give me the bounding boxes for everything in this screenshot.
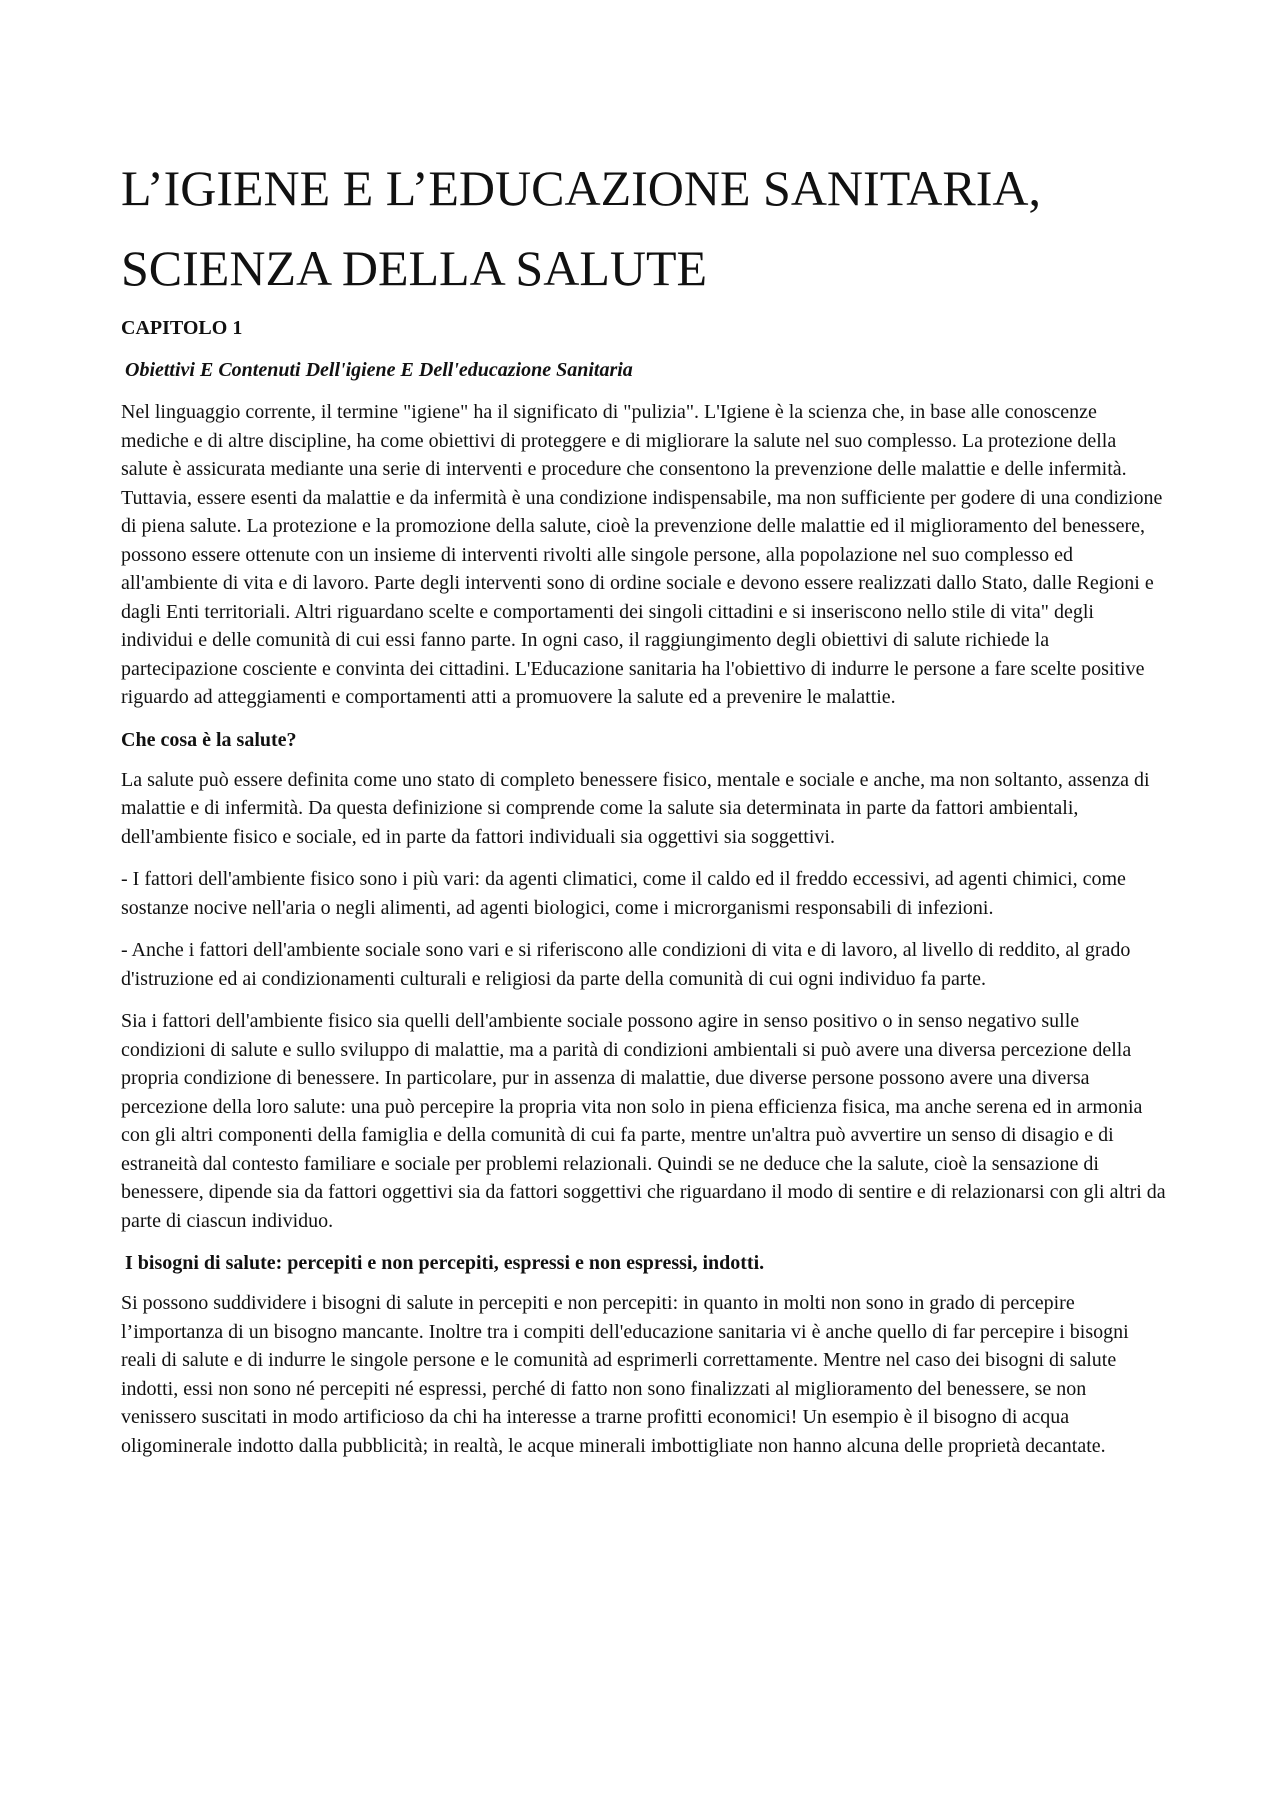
section-1-heading: Obiettivi E Contenuti Dell'igiene E Dell'educazione Sanitaria <box>125 359 633 381</box>
section-3-paragraph: Si possono suddividere i bisogni di salute in percepiti e non percepiti: in quanto in molti non sono in grado di percepire l’importanza di un bisogno mancante. Inoltre tra i compiti dell'educazione sanitaria vi è anche quello di far percepire i bisogni reali di salute e di indurre le singole persone e le comunità ad esprimerli correttamente. Mentre nel caso dei bisogni di salute indotti, essi non sono né percepiti né espressi, perché di fatto non sono finalizzati al miglioramento del benessere, se non venissero suscitati in modo artificioso da chi ha interesse a trarne profitti economici! Un esempio è il bisogno di acqua oligominerale indotto dalla pubblicità; in realtà, le acque minerali imbottigliate non hanno alcuna delle proprietà decantate. <box>121 1292 1129 1457</box>
document-title <box>121 148 1166 308</box>
section-2-paragraph-1: La salute può essere definita come uno stato di completo benessere fisico, mentale e sociale e anche, ma non soltanto, assenza di malattie e di infermità. Da questa definizione si comprende come la salute sia determinata in parte da fattori ambientali, dell'ambiente fisico e sociale, ed in parte da fattori individuali sia oggettivi sia soggettivi. <box>121 768 1150 848</box>
title-line-2: SCIENZA DELLA SALUTE <box>121 240 708 296</box>
section-2-heading: Che cosa è la salute? <box>121 728 297 751</box>
section-2-paragraph-4: Sia i fattori dell'ambiente fisico sia quelli dell'ambiente sociale possono agire in senso positivo o in senso negativo sulle condizioni di salute e sullo sviluppo di malattie, ma a parità di condizioni ambientali si può avere una diversa percezione della propria condizione di benessere. In particolare, pur in assenza di malattie, due diverse persone possono avere una diversa percezione della loro salute: una può percepire la propria vita non solo in piena efficienza fisica, ma anche serena ed in armonia con gli altri componenti della famiglia e della comunità di cui fa parte, mentre un'altra può avvertire un senso di disagio e di estraneità dal contesto familiare e sociale per problemi relazionali. Quindi se ne deduce che la salute, cioè la sensazione di benessere, dipende sia da fattori oggettivi sia da fattori soggettivi che riguardano il modo di sentire e di relazionarsi con gli altri da parte di ciascun individuo. <box>121 1010 1166 1232</box>
section-3-heading: I bisogni di salute: percepiti e non percepiti, espressi e non espressi, indotti. <box>125 1252 765 1274</box>
title-line-1: L’IGIENE E L’EDUCAZIONE SANITARIA, <box>121 160 1041 216</box>
chapter-heading: CAPITOLO 1 <box>121 317 243 339</box>
section-1-paragraph: Nel linguaggio corrente, il termine "igiene" ha il significato di "pulizia". L'Igiene è la scienza che, in base alle conoscenze mediche e di altre discipline, ha come obiettivi di proteggere e di migliorare la salute nel suo complesso. La protezione della salute è assicurata mediante una serie di interventi e procedure che consentono la prevenzione delle malattie e delle infermità. Tuttavia, essere esenti da malattie e da infermità è una condizione indispensabile, ma non sufficiente per godere di una condizione di piena salute. La protezione e la promozione della salute, cioè la prevenzione delle malattie ed il miglioramento del benessere, possono essere ottenute con un insieme di interventi rivolti alle singole persone, alla popolazione nel suo complesso ed all'ambiente di vita e di lavoro. Parte degli interventi sono di ordine sociale e devono essere realizzati dallo Stato, dalle Regioni e dagli Enti territoriali. Altri riguardano scelte e comportamenti dei singoli cittadini e si inseriscono nello stile di vita" degli individui e delle comunità di cui essi fanno parte. In ogni caso, il raggiungimento degli obiettivi di salute richiede la partecipazione cosciente e convinta dei cittadini. L'Educazione sanitaria ha l'obiettivo di indurre le persone a fare scelte positive riguardo ad atteggiamenti e comportamenti atti a promuovere la salute ed a prevenire le malattie. <box>121 401 1163 708</box>
section-2-paragraph-3: - Anche i fattori dell'ambiente sociale sono vari e si riferiscono alle condizioni di vita e di lavoro, al livello di reddito, al grado d'istruzione ed ai condizionamenti culturali e religiosi da parte della comunità di cui ogni individuo fa parte. <box>121 939 1131 990</box>
document-page <box>121 148 1166 1474</box>
section-2-paragraph-2: - I fattori dell'ambiente fisico sono i più vari: da agenti climatici, come il caldo ed il freddo eccessivi, ad agenti chimici, come sostanze nocive nell'aria o negli alimenti, ad agenti biologici, come i microrganismi responsabili di infezioni. <box>121 868 1126 919</box>
